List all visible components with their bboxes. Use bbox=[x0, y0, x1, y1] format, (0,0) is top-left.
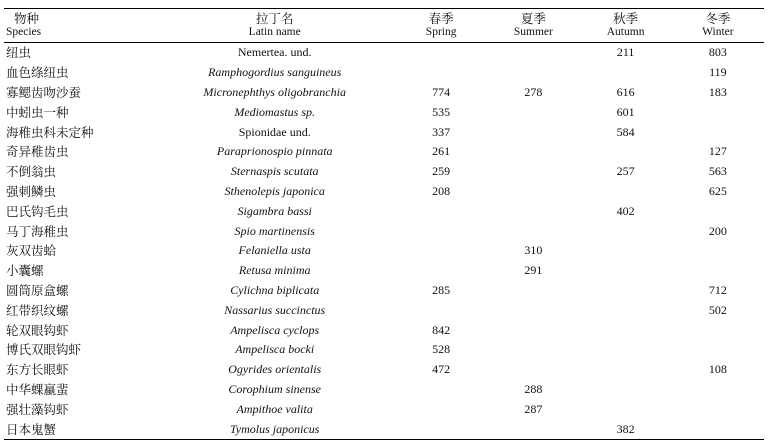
spring-cell bbox=[395, 201, 487, 221]
latin-name-cell: Micronephthys oligobranchia bbox=[203, 84, 346, 99]
summer-cell bbox=[487, 63, 579, 83]
table-row bbox=[4, 142, 764, 162]
summer-cell bbox=[487, 281, 579, 301]
header-autumn-cn: 秋季 bbox=[613, 11, 639, 26]
autumn-cell: 584 bbox=[616, 124, 635, 139]
summer-cell bbox=[487, 300, 579, 320]
latin-name-cell: Ogyrides orientalis bbox=[228, 362, 322, 377]
winter-cell bbox=[672, 419, 764, 439]
table-row bbox=[4, 102, 764, 122]
spring-cell bbox=[395, 261, 487, 281]
header-spring bbox=[395, 9, 487, 43]
species-cn-cell: 中蚓虫一种 bbox=[6, 104, 69, 120]
header-latin-cn: 拉丁名 bbox=[255, 11, 294, 26]
winter-cell: 127 bbox=[708, 144, 727, 159]
species-cn-cell: 博氏双眼钩虾 bbox=[6, 342, 82, 358]
header-species bbox=[4, 9, 154, 43]
species-cn-cell: 东方长眼虾 bbox=[6, 362, 69, 378]
winter-cell: 108 bbox=[708, 362, 727, 377]
species-cn-cell: 日本鬼蟹 bbox=[4, 419, 154, 439]
latin-name-cell: Sigambra bassi bbox=[237, 203, 312, 218]
spring-cell: 285 bbox=[432, 282, 451, 297]
latin-name-cell: Sternaspis scutata bbox=[230, 164, 319, 179]
species-cn-cell: 纽虫 bbox=[6, 45, 32, 61]
species-cn-cell: 轮双眼钩虾 bbox=[6, 322, 69, 338]
header-latin-en: Latin name bbox=[248, 26, 301, 38]
table-row bbox=[4, 360, 764, 380]
summer-cell bbox=[487, 162, 579, 182]
spring-cell bbox=[395, 419, 487, 439]
table-row bbox=[4, 122, 764, 142]
winter-cell bbox=[672, 340, 764, 360]
header-summer-en: Summer bbox=[513, 26, 553, 38]
table-row bbox=[4, 261, 764, 281]
winter-cell: 119 bbox=[709, 65, 727, 80]
winter-cell: 200 bbox=[708, 223, 727, 238]
species-cn-cell: 马丁海稚虫 bbox=[6, 223, 69, 239]
header-summer bbox=[487, 9, 579, 43]
table-body bbox=[4, 43, 764, 440]
latin-name-cell: Cylichna biplicata bbox=[230, 282, 320, 297]
winter-cell bbox=[672, 241, 764, 261]
table-row bbox=[4, 162, 764, 182]
winter-cell: 625 bbox=[708, 183, 727, 198]
summer-cell: 291 bbox=[524, 263, 543, 278]
autumn-cell bbox=[579, 399, 671, 419]
spring-cell bbox=[395, 43, 487, 63]
species-cn-cell: 红带织纹螺 bbox=[6, 302, 69, 318]
spring-cell: 528 bbox=[432, 342, 451, 357]
table-row bbox=[4, 201, 764, 221]
header-species-en: Species bbox=[6, 26, 42, 38]
spring-cell bbox=[395, 63, 487, 83]
winter-cell bbox=[672, 201, 764, 221]
latin-name-cell: Tymolus japonicus bbox=[154, 419, 395, 439]
header-spring-en: Spring bbox=[425, 26, 457, 38]
summer-cell bbox=[487, 102, 579, 122]
spring-cell bbox=[395, 221, 487, 241]
summer-cell bbox=[487, 182, 579, 202]
spring-cell bbox=[395, 300, 487, 320]
latin-name-cell: Felaniella usta bbox=[238, 243, 311, 258]
header-winter bbox=[672, 9, 764, 43]
winter-cell bbox=[672, 320, 764, 340]
summer-cell: 310 bbox=[524, 243, 543, 258]
spring-cell bbox=[395, 399, 487, 419]
autumn-cell bbox=[579, 63, 671, 83]
winter-cell: 563 bbox=[708, 164, 727, 179]
species-cn-cell: 不倒翁虫 bbox=[6, 164, 57, 180]
species-cn-cell: 小囊螺 bbox=[6, 263, 44, 279]
table-row bbox=[4, 281, 764, 301]
header-winter-cn: 冬季 bbox=[705, 11, 731, 26]
autumn-cell: 616 bbox=[616, 84, 635, 99]
header-species-cn: 物种 bbox=[14, 11, 40, 26]
summer-cell bbox=[487, 340, 579, 360]
species-cn-cell: 强刺鳞虫 bbox=[6, 183, 57, 199]
latin-name-cell: Paraprionospio pinnata bbox=[216, 144, 333, 159]
latin-name-cell: Ramphogordius sanguineus bbox=[208, 65, 342, 80]
latin-name-cell: Ampelisca cyclops bbox=[230, 322, 320, 337]
autumn-cell bbox=[579, 300, 671, 320]
summer-cell bbox=[487, 122, 579, 142]
autumn-cell bbox=[579, 221, 671, 241]
summer-cell bbox=[487, 201, 579, 221]
latin-name-cell: Sthenolepis japonica bbox=[224, 183, 325, 198]
spring-cell: 259 bbox=[432, 164, 451, 179]
header-spring-cn: 春季 bbox=[428, 11, 454, 26]
autumn-cell bbox=[579, 241, 671, 261]
autumn-cell bbox=[579, 340, 671, 360]
latin-name-cell: Spio martinensis bbox=[234, 223, 315, 238]
table-row bbox=[4, 182, 764, 202]
latin-name-cell: Nassarius succinctus bbox=[224, 302, 326, 317]
species-cn-cell: 海稚虫科未定种 bbox=[6, 124, 94, 140]
autumn-cell: 211 bbox=[616, 45, 635, 60]
table-row bbox=[4, 83, 764, 103]
latin-name-cell: Corophium sinense bbox=[228, 381, 321, 396]
header-summer-cn: 夏季 bbox=[520, 11, 546, 26]
header-latin bbox=[154, 9, 395, 43]
summer-cell bbox=[487, 142, 579, 162]
autumn-cell bbox=[579, 380, 671, 400]
species-cn-cell: 血色绦纽虫 bbox=[6, 65, 69, 81]
summer-cell bbox=[487, 360, 579, 380]
summer-cell bbox=[487, 320, 579, 340]
table-row bbox=[4, 340, 764, 360]
spring-cell bbox=[395, 241, 487, 261]
autumn-cell bbox=[579, 142, 671, 162]
spring-cell bbox=[395, 380, 487, 400]
winter-cell bbox=[672, 380, 764, 400]
winter-cell bbox=[672, 102, 764, 122]
autumn-cell bbox=[579, 261, 671, 281]
species-cn-cell: 寡鳃齿吻沙蚕 bbox=[6, 84, 82, 100]
table-row bbox=[4, 399, 764, 419]
species-cn-cell: 中华蜾蠃蜚 bbox=[6, 381, 69, 397]
header-winter-en: Winter bbox=[702, 26, 734, 38]
autumn-cell: 257 bbox=[616, 164, 635, 179]
autumn-cell bbox=[579, 281, 671, 301]
table-header bbox=[4, 9, 764, 43]
summer-cell bbox=[487, 221, 579, 241]
summer-cell: 278 bbox=[524, 84, 543, 99]
autumn-cell: 601 bbox=[616, 104, 635, 119]
latin-name-cell: Spionidae und. bbox=[238, 124, 311, 139]
summer-cell: 288 bbox=[524, 381, 543, 396]
latin-name-cell: Ampithoe valita bbox=[236, 401, 313, 416]
spring-cell: 535 bbox=[432, 104, 451, 119]
species-cn-cell: 灰双齿蛤 bbox=[6, 243, 57, 259]
table-row bbox=[4, 419, 764, 439]
summer-cell: 287 bbox=[524, 401, 543, 416]
header-autumn-en: Autumn bbox=[606, 26, 645, 38]
latin-name-cell: Mediomastus sp. bbox=[234, 104, 316, 119]
species-table bbox=[4, 8, 764, 440]
winter-cell: 183 bbox=[708, 84, 727, 99]
latin-name-cell: Nemertea. und. bbox=[237, 45, 312, 60]
spring-cell: 842 bbox=[432, 322, 451, 337]
table-row bbox=[4, 221, 764, 241]
autumn-cell bbox=[579, 360, 671, 380]
winter-cell bbox=[672, 122, 764, 142]
autumn-cell bbox=[579, 182, 671, 202]
autumn-cell bbox=[579, 320, 671, 340]
spring-cell: 261 bbox=[432, 144, 451, 159]
species-cn-cell: 巴氏钩毛虫 bbox=[6, 203, 69, 219]
winter-cell: 502 bbox=[708, 302, 727, 317]
spring-cell: 774 bbox=[432, 84, 451, 99]
table-row bbox=[4, 380, 764, 400]
species-cn-cell: 圆筒原盒螺 bbox=[6, 282, 69, 298]
table-row bbox=[4, 63, 764, 83]
winter-cell bbox=[672, 399, 764, 419]
summer-cell bbox=[487, 419, 579, 439]
table-row bbox=[4, 320, 764, 340]
header-autumn bbox=[579, 9, 671, 43]
table-row bbox=[4, 300, 764, 320]
winter-cell: 712 bbox=[708, 282, 727, 297]
spring-cell: 337 bbox=[432, 124, 451, 139]
spring-cell: 208 bbox=[432, 183, 451, 198]
winter-cell: 803 bbox=[708, 45, 727, 60]
species-cn-cell: 强壮藻钩虾 bbox=[6, 401, 69, 417]
winter-cell bbox=[672, 261, 764, 281]
latin-name-cell: Ampelisca bocki bbox=[235, 342, 315, 357]
summer-cell bbox=[487, 43, 579, 63]
spring-cell: 472 bbox=[432, 362, 451, 377]
autumn-cell: 402 bbox=[616, 203, 635, 218]
species-cn-cell: 奇异稚齿虫 bbox=[6, 144, 69, 160]
table-row bbox=[4, 241, 764, 261]
table-row bbox=[4, 43, 764, 63]
latin-name-cell: Retusa minima bbox=[238, 263, 311, 278]
autumn-cell: 382 bbox=[579, 419, 671, 439]
